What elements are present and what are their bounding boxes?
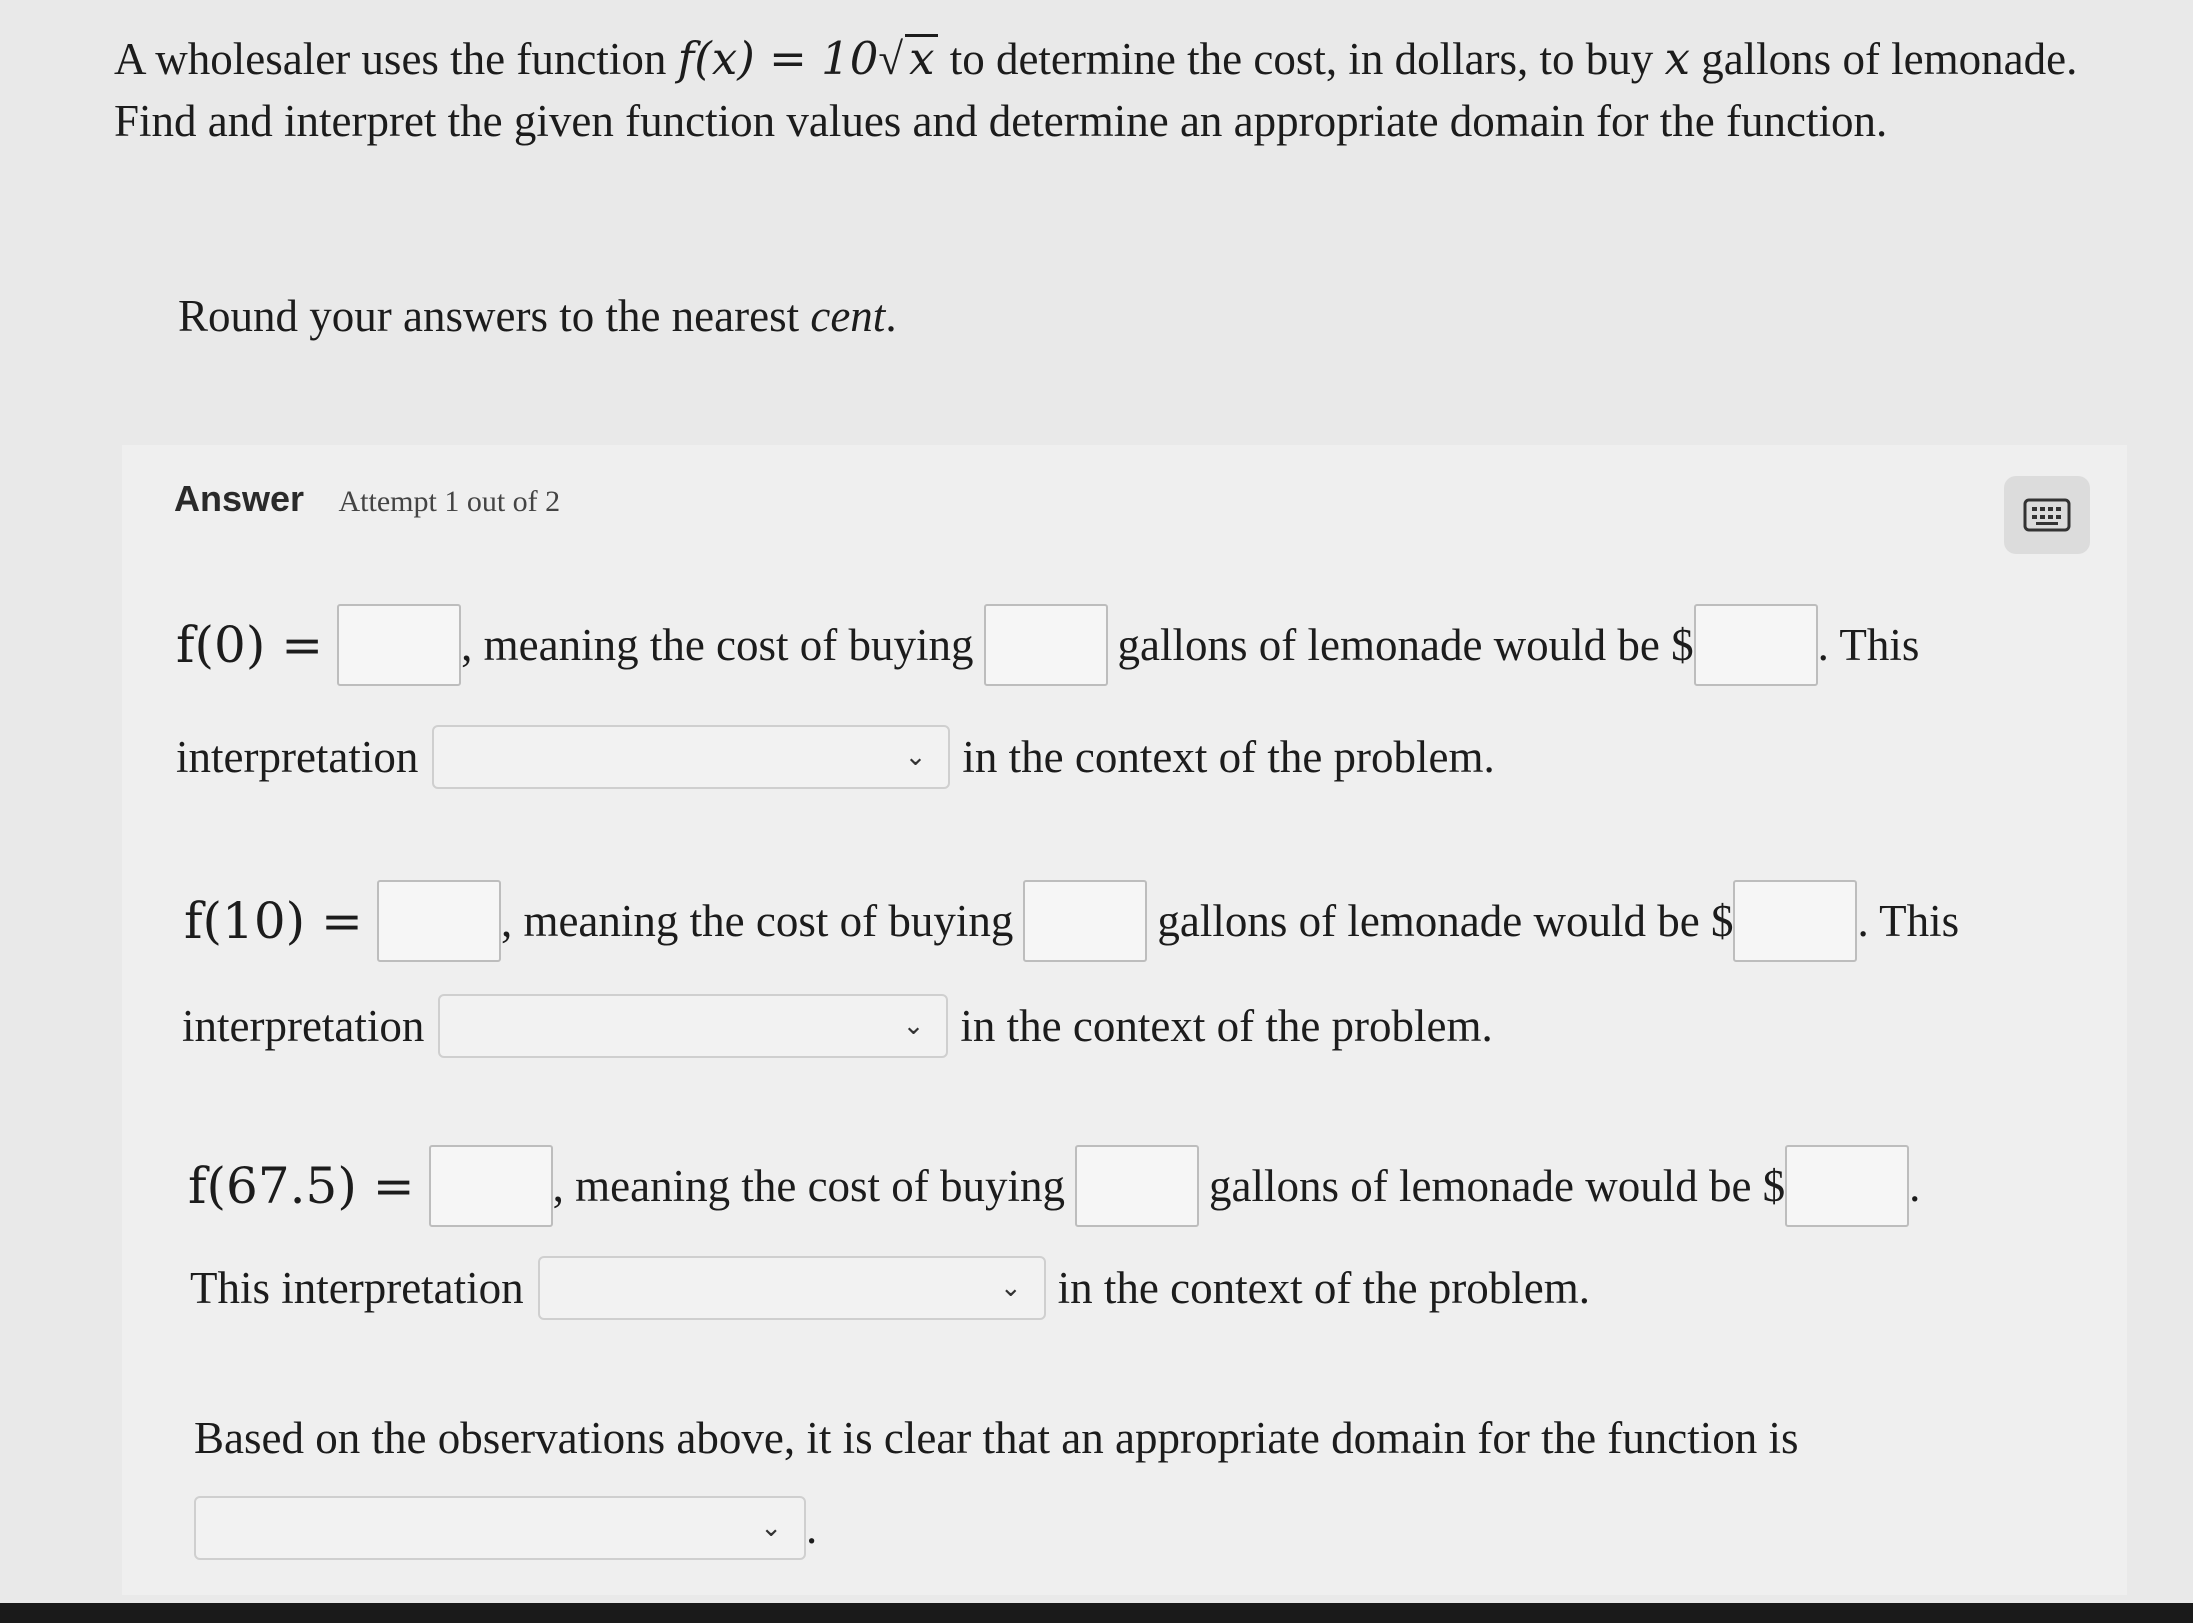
f675-cost-input[interactable]: [1785, 1145, 1909, 1227]
chevron-down-icon: ⌄: [902, 1011, 925, 1041]
f10-end-text: . This: [1857, 896, 1960, 946]
f0-context-text: in the context of the problem.: [962, 732, 1495, 782]
domain-answer-row: [194, 1496, 817, 1560]
f0-cost-input[interactable]: [1694, 604, 1818, 686]
keyboard-icon: [2023, 498, 2071, 532]
f675-context-text: in the context of the problem.: [1057, 1263, 1591, 1313]
f10-cost-input[interactable]: [1733, 880, 1857, 962]
problem-text-end: gallons of lemonade. Find and interpret the given function values and determine an appropriate domain for the function.: [114, 34, 2078, 146]
f10-meaning-text: , meaning the cost of buying: [500, 896, 1014, 946]
f675-end-text: .: [1909, 1161, 1921, 1211]
f0-gallons-input[interactable]: [984, 604, 1108, 686]
f675-gallons-input[interactable]: [1075, 1145, 1199, 1227]
problem-text-start: A wholesaler uses the function: [114, 34, 678, 84]
f0-label: f(0) =: [176, 616, 324, 674]
row-f675-values: [188, 1145, 1920, 1227]
keyboard-button[interactable]: [2004, 476, 2090, 554]
f675-value-input[interactable]: [429, 1145, 553, 1227]
answer-header: [174, 478, 560, 520]
function-lhs: f(x) = 10: [677, 32, 879, 85]
row-f0-values: [176, 604, 1919, 686]
attempt-counter: Attempt 1 out of 2: [338, 485, 561, 518]
f0-value-input[interactable]: [337, 604, 461, 686]
answer-label: Answer: [174, 478, 305, 519]
domain-end-text: .: [806, 1503, 818, 1553]
domain-question: [194, 1412, 1799, 1464]
f675-interpretation-label: This interpretation: [190, 1263, 524, 1313]
row-f10-interpretation: [182, 994, 1493, 1058]
f10-value-input[interactable]: [377, 880, 501, 962]
f10-interpretation-select[interactable]: [438, 994, 948, 1058]
f0-meaning-text: , meaning the cost of buying: [461, 620, 974, 670]
f0-gallons-text: gallons of lemonade would be $: [1117, 620, 1694, 670]
screen-bottom-edge: [0, 1603, 2193, 1623]
row-f675-interpretation: [190, 1256, 1590, 1320]
f0-end-text: . This: [1817, 620, 1920, 670]
chevron-down-icon: ⌄: [760, 1513, 782, 1543]
rounding-instruction: Round your answers to the nearest cent.: [178, 291, 897, 341]
f675-gallons-text: gallons of lemonade would be $: [1209, 1161, 1786, 1211]
row-f0-interpretation: [176, 725, 1495, 789]
domain-select[interactable]: [194, 1496, 806, 1560]
f0-interpretation-label: interpretation: [176, 732, 419, 782]
f10-context-text: in the context of the problem.: [960, 1001, 1493, 1051]
f675-label: f(67.5) =: [188, 1157, 415, 1215]
problem-variable: x: [1664, 32, 1690, 85]
domain-question-text: Based on the observations above, it is clear that an appropriate domain for the function is: [194, 1413, 1799, 1463]
f10-gallons-input[interactable]: [1023, 880, 1147, 962]
function-radicand: x: [905, 34, 938, 81]
chevron-down-icon: ⌄: [999, 1273, 1022, 1303]
f675-interpretation-select[interactable]: [538, 1256, 1046, 1320]
problem-statement: [114, 28, 2114, 152]
f675-meaning-text: , meaning the cost of buying: [552, 1161, 1066, 1211]
row-f10-values: [184, 880, 1959, 962]
f10-label: f(10) =: [184, 892, 363, 950]
chevron-down-icon: ⌄: [904, 742, 927, 772]
f10-interpretation-label: interpretation: [182, 1001, 425, 1051]
sqrt-sign: √: [878, 34, 904, 84]
f0-interpretation-select[interactable]: [432, 725, 950, 789]
f10-gallons-text: gallons of lemonade would be $: [1157, 896, 1734, 946]
problem-text-mid: to determine the cost, in dollars, to buy: [938, 34, 1665, 84]
